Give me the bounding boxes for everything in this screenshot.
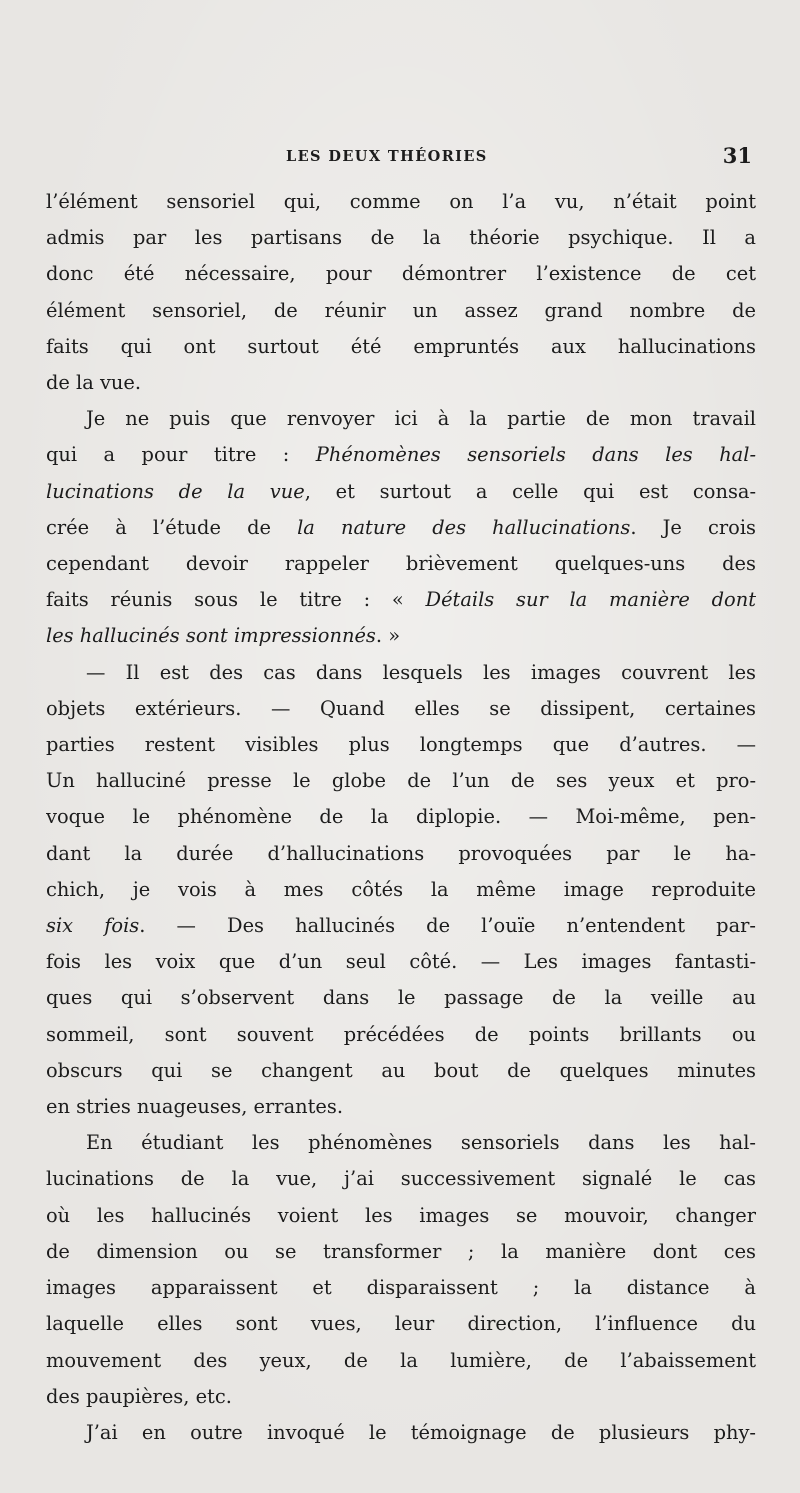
text-line: laquelle elles sont vues, leur direction, l’influence du <box>46 1312 756 1336</box>
paragraph-3 <box>46 655 756 1126</box>
text-line: où les hallucinés voient les images se mouvoir, changer <box>46 1203 756 1227</box>
text-line: donc été nécessaire, pour démontrer l’existence de cet <box>46 262 756 286</box>
text-run: crée à l’étude de <box>46 515 298 539</box>
text-line: l’élément sensoriel qui, comme on l’a vu, n’était point <box>46 190 756 213</box>
text-line: voque le phénomène de la diplopie. — Moi-même, pen- <box>46 805 756 829</box>
text-line <box>46 510 756 546</box>
text-line: lucinations de la vue, j’ai successivement signalé le cas <box>46 1167 756 1191</box>
text-line: de dimension ou se transformer ; la manière dont ces <box>46 1239 756 1263</box>
text-line: faits qui ont surtout été empruntés aux hallucinations <box>46 334 756 358</box>
running-title: LES DEUX THÉORIES <box>286 148 488 165</box>
paragraph-5 <box>46 1415 756 1451</box>
paragraph-1 <box>46 184 756 401</box>
text-line: fois les voix que d’un seul côté. — Les images fantasti- <box>46 950 756 974</box>
text-line <box>46 618 756 654</box>
text-line: images apparaissent et disparaissent ; la distance à <box>46 1276 756 1300</box>
page-number: 31 <box>722 143 752 168</box>
italic-title: la nature des hallucinations <box>297 515 631 539</box>
text-line: parties restent visibles plus longtemps que d’autres. — <box>46 733 756 757</box>
paragraph-4 <box>46 1125 756 1415</box>
text-line: cependant devoir rappeler brièvement quelques-uns des <box>46 552 756 576</box>
text-line <box>46 437 756 473</box>
body-text <box>46 184 756 1451</box>
text-run: . » <box>375 624 401 648</box>
text-run: faits réunis sous le titre : « <box>46 588 426 612</box>
text-run: qui a pour titre : <box>46 443 316 467</box>
text-line <box>46 908 756 944</box>
italic-title: lucinations de la vue <box>46 479 305 503</box>
text-line: objets extérieurs. — Quand elles se dissipent, certaines <box>46 696 756 720</box>
text-line: J’ai en outre invoqué le témoignage de plusieurs phy- <box>86 1420 756 1444</box>
text-line: élément sensoriel, de réunir un assez grand nombre de <box>46 298 756 322</box>
text-run: . — Des hallucinés de l’ouïe n’entendent par- <box>139 914 756 938</box>
text-line <box>46 474 756 510</box>
running-head <box>46 143 756 178</box>
italic-title: les hallucinés sont impressionnés <box>46 624 376 648</box>
text-run: . Je crois <box>630 515 756 539</box>
text-line: Je ne puis que renvoyer ici à la partie de mon travail <box>86 407 756 431</box>
italic-title: Phénomènes sensoriels dans les hal- <box>315 443 756 467</box>
italic-title: Détails sur la manière dont <box>425 588 756 612</box>
text-line: en stries nuageuses, errantes. <box>46 1095 343 1119</box>
text-line: des paupières, etc. <box>46 1384 232 1408</box>
text-line: — Il est des cas dans lesquels les images couvrent les <box>86 660 756 684</box>
paragraph-2 <box>46 401 756 654</box>
text-line: Un halluciné presse le globe de l’un de ses yeux et pro- <box>46 769 756 793</box>
text-line <box>46 582 756 618</box>
text-line: En étudiant les phénomènes sensoriels dans les hal- <box>86 1131 756 1155</box>
text-line: admis par les partisans de la théorie psychique. Il a <box>46 226 756 250</box>
text-run: , et surtout a celle qui est consa- <box>304 479 756 503</box>
text-line: sommeil, sont souvent précédées de points brillants ou <box>46 1022 756 1046</box>
text-line: obscurs qui se changent au bout de quelques minutes <box>46 1058 756 1082</box>
text-line: mouvement des yeux, de la lumière, de l’abaissement <box>46 1348 756 1372</box>
italic-phrase: six fois <box>46 914 140 938</box>
text-line: chich, je vois à mes côtés la même image reproduite <box>46 877 756 901</box>
text-line: de la vue. <box>46 371 142 395</box>
text-line: dant la durée d’hallucinations provoquées par le ha- <box>46 841 756 865</box>
text-line: ques qui s’observent dans le passage de la veille au <box>46 986 756 1010</box>
